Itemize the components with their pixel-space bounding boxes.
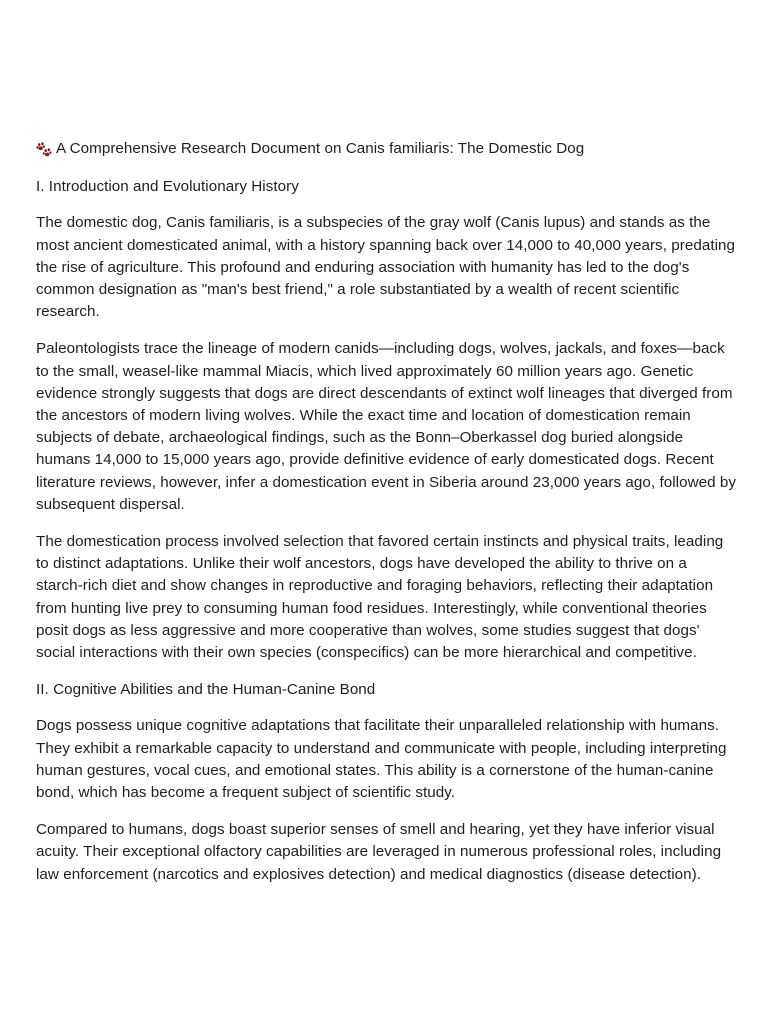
paragraph: Paleontologists trace the lineage of modern canids—including dogs, wolves, jackals, and foxes—back to the small, weasel-like mammal Miacis, which lived approximately 60 million years ago. Genetic evidence strongly suggests that dogs are direct descendants of extinct wolf lineages that diverged from the ancestors of modern living wolves. While the exact time and location of domestication remain subjects of debate, archaeological findings, such as the Bonn–Oberkassel dog buried alongside humans 14,000 to 15,000 years ago, provide definitive evidence of early domesticated dogs. Recent literature reviews, however, infer a domestication event in Siberia around 23,000 years ago, followed by subsequent dispersal. [36,340,736,513]
section-heading-2: II. Cognitive Abilities and the Human-Canine Bond [36,681,376,699]
paw-prints-icon [36,142,52,158]
section-heading-1: I. Introduction and Evolutionary History [36,178,299,196]
title-text: A Comprehensive Research Document on Canis familiaris: The Domestic Dog [56,140,585,157]
paragraph: The domestic dog, Canis familiaris, is a subspecies of the gray wolf (Canis lupus) and stands as the most ancient domesticated animal, with a history spanning back over 14,000 to 40,000 years, predating the rise of agriculture. This profound and enduring association with humanity has led to the dog's common designation as "man's best friend," a role substantiated by a wealth of recent scientific research. [36,214,736,321]
paragraph: The domestication process involved selection that favored certain instincts and physical traits, leading to distinct adaptations. Unlike their wolf ancestors, dogs have developed the ability to thrive on a starch-rich diet and show changes in reproductive and foraging behaviors, reflecting their adaptation from hunting live prey to consuming human food residues. Interestingly, while conventional theories posit dogs as less aggressive and more cooperative than wolves, some studies suggest that dogs' social interactions with their own species (conspecifics) can be more hierarchical and competitive. [36,533,724,662]
paragraph: Compared to humans, dogs boast superior senses of smell and hearing, yet they have inferior visual acuity. Their exceptional olfactory capabilities are leveraged in numerous professional roles, including law enforcement (narcotics and explosives detection) and medical diagnostics (disease detection). [36,821,722,883]
document-title [36,138,736,160]
document-body [36,138,736,901]
paragraph: Dogs possess unique cognitive adaptations that facilitate their unparalleled relationship with humans. They exhibit a remarkable capacity to understand and communicate with people, including interpreting human gestures, vocal cues, and emotional states. This ability is a cornerstone of the human-canine bond, which has become a frequent subject of scientific study. [36,717,727,802]
